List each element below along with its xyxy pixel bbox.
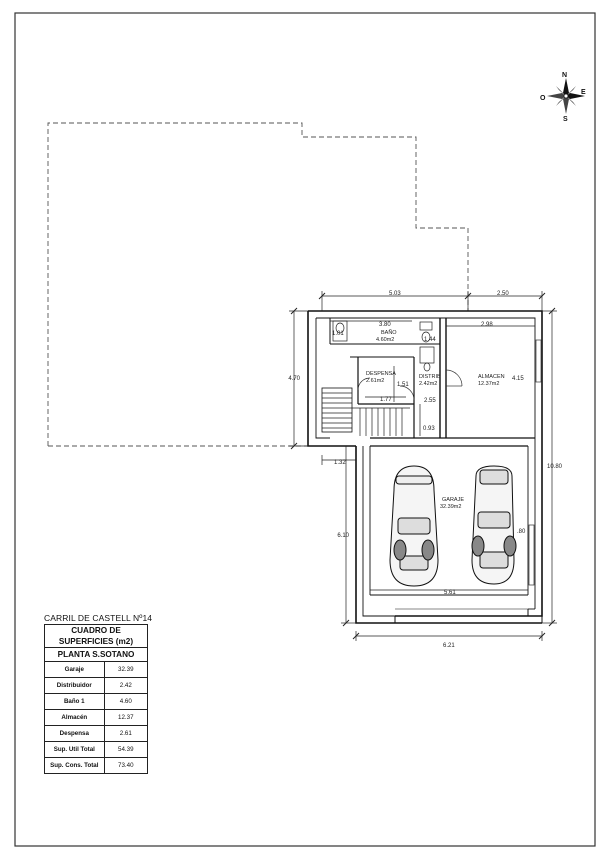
compass-s: S bbox=[563, 116, 568, 123]
row-value: 12.37 bbox=[104, 710, 147, 726]
dim-bano-right: 1.44 bbox=[424, 337, 436, 343]
dim-almacen-height: 4.15 bbox=[512, 376, 524, 382]
table-row bbox=[45, 742, 148, 758]
dim-bottom-inner: 5.61 bbox=[444, 590, 456, 596]
table-row bbox=[45, 758, 148, 774]
room-garaje-area: 32.39m2 bbox=[440, 504, 462, 510]
dim-bano-left: 1.01 bbox=[332, 331, 344, 337]
room-despensa-area: 2.61m2 bbox=[366, 378, 385, 384]
table-row bbox=[45, 678, 148, 694]
room-garaje-name: GARAJE bbox=[442, 497, 465, 503]
row-value: 2.61 bbox=[104, 726, 147, 742]
legend-subtitle: PLANTA S.SOTANO bbox=[45, 648, 148, 662]
dim-distrib-width: 0.93 bbox=[423, 426, 435, 432]
dim-distrib-height: 2.55 bbox=[424, 398, 436, 404]
row-label: Baño 1 bbox=[45, 694, 105, 710]
row-label: Garaje bbox=[45, 662, 105, 678]
table-row bbox=[45, 662, 148, 678]
compass-o: O bbox=[540, 95, 546, 102]
dim-right-total: 10.80 bbox=[547, 464, 563, 470]
dim-left-lower: 6.10 bbox=[337, 533, 349, 539]
dim-bano-width: 3.80 bbox=[379, 322, 391, 328]
surface-legend bbox=[44, 613, 153, 774]
stairs bbox=[322, 393, 410, 436]
dim-despensa-width: 1.77 bbox=[380, 397, 392, 403]
compass-n: N bbox=[562, 72, 568, 79]
row-value: 32.39 bbox=[104, 662, 147, 678]
legend-address: CARRIL DE CASTELL Nº14 bbox=[44, 613, 153, 623]
table-row bbox=[45, 726, 148, 742]
compass-e: E bbox=[581, 89, 586, 96]
room-despensa-name: DESPENSA bbox=[366, 371, 396, 377]
compass-rose-icon bbox=[547, 78, 585, 114]
room-almacen-area: 12.37m2 bbox=[478, 381, 500, 387]
room-distrib-name: DISTRIB bbox=[419, 374, 441, 380]
row-value: 2.42 bbox=[104, 678, 147, 694]
room-almacen-name: ALMACEN bbox=[478, 374, 505, 380]
row-label: Sup. Util Total bbox=[45, 742, 105, 758]
dim-step-width: 1.32 bbox=[334, 460, 346, 466]
table-row bbox=[45, 694, 148, 710]
dimension-ticks bbox=[291, 293, 555, 639]
row-label: Sup. Cons. Total bbox=[45, 758, 105, 774]
car-right-icon bbox=[472, 466, 516, 584]
row-value: 4.60 bbox=[104, 694, 147, 710]
bathroom-fixtures bbox=[333, 321, 434, 371]
table-row bbox=[45, 710, 148, 726]
surface-table bbox=[44, 624, 148, 774]
dim-left-upper: 4.70 bbox=[288, 376, 300, 382]
dim-despensa-side: 1.51 bbox=[397, 382, 409, 388]
room-bano-name: BAÑO bbox=[381, 330, 397, 336]
dim-top-right: 2.50 bbox=[497, 291, 509, 297]
room-bano-area: 4.60m2 bbox=[376, 337, 395, 343]
dim-bottom-total: 6.21 bbox=[443, 643, 455, 649]
dim-almacen-width: 2.98 bbox=[481, 322, 493, 328]
dim-garage-side: .80 bbox=[517, 529, 526, 535]
row-label: Almacén bbox=[45, 710, 105, 726]
legend-title: CUADRO DE SUPERFICIES (m2) bbox=[45, 625, 148, 648]
car-left-icon bbox=[390, 466, 438, 586]
row-value: 73.40 bbox=[104, 758, 147, 774]
row-label: Despensa bbox=[45, 726, 105, 742]
row-label: Distribuidor bbox=[45, 678, 105, 694]
row-value: 54.39 bbox=[104, 742, 147, 758]
dim-top-left: 5.03 bbox=[389, 291, 401, 297]
room-distrib-area: 2.42m2 bbox=[419, 381, 438, 387]
upper-floor-outline bbox=[48, 123, 468, 446]
